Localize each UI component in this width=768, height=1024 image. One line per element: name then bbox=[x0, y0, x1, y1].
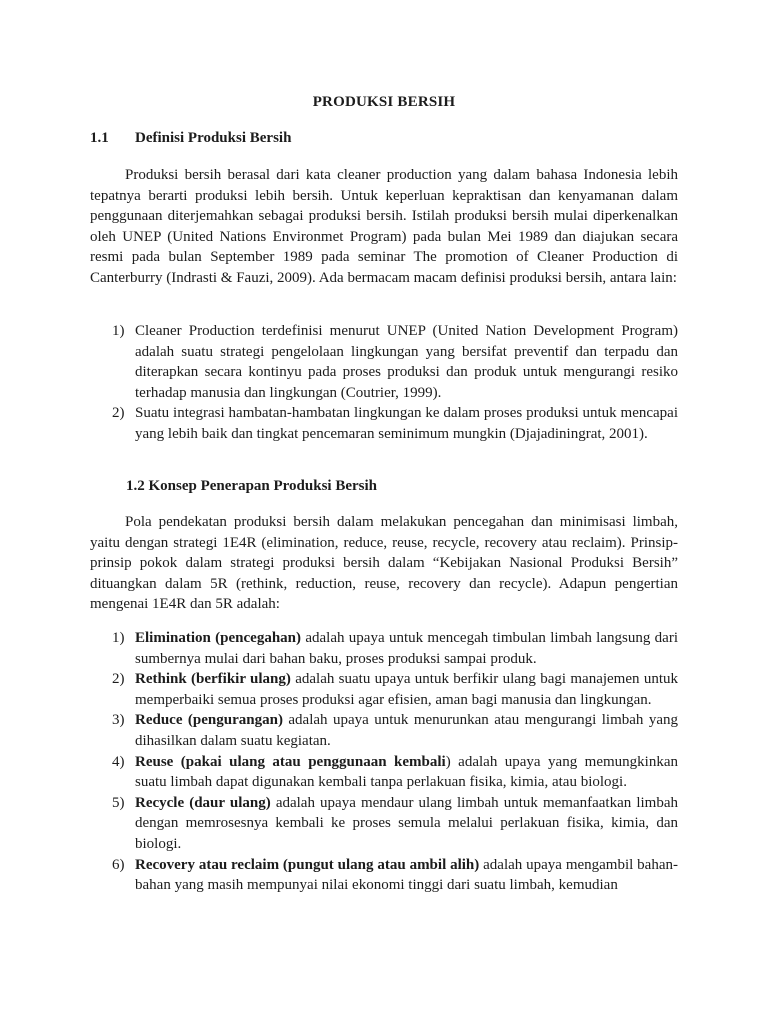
list-item-number: 1) bbox=[112, 630, 125, 646]
list-item-number: 2) bbox=[112, 671, 125, 688]
section-2-heading: 1.2 Konsep Penerapan Produksi Bersih bbox=[126, 478, 378, 494]
list-item-term: Reduce (pengurangan) bbox=[135, 712, 283, 729]
page-title: PRODUKSI BERSIH bbox=[312, 94, 456, 110]
list-item-number: 5) bbox=[112, 794, 125, 811]
section-2-paragraph: Pola pendekatan produksi bersih dalam melakukan pencegahan dan minimisasi limbah, yaitu dengan strategi 1E4R (elimination, reduce, reuse, recycle, recovery atau reclaim). Prinsip-prinsip pokok dalam strategi produksi bersih dalam “Kebijakan Nasional Produksi Bersih” dituangkan dalam 5R (rethink, reduction, reuse, recovery dan recycle). Adapun pengertian mengenai 1E4R dan 5R adalah: bbox=[90, 514, 678, 613]
definition-list bbox=[90, 321, 678, 445]
list-item-number: 3) bbox=[112, 712, 125, 729]
section-1-title: Definisi Produksi Bersih bbox=[135, 130, 292, 146]
list-item-term: Recycle (daur ulang) bbox=[135, 794, 271, 811]
list-item bbox=[90, 321, 678, 403]
list-item bbox=[90, 403, 678, 444]
list-item-text: adalah upaya mendaur ulang limbah untuk memanfaatkan limbah dengan memrosesnya kembali ke proses semula melalui perlakuan fisika, kimia, dan biologi. bbox=[135, 794, 678, 852]
list-item bbox=[90, 752, 678, 793]
section-1-number: 1.1 bbox=[90, 130, 109, 146]
list-item-text: adalah upaya untuk menurunkan atau mengurangi limbah yang dihasilkan dalam suatu kegiatan. bbox=[135, 712, 678, 749]
list-item-text: adalah upaya untuk mencegah timbulan limbah langsung dari sumbernya mulai dari bahan baku, proses produksi sampai produk. bbox=[135, 630, 678, 667]
list-item-text: Cleaner Production terdefinisi menurut UNEP (United Nation Development Program) adalah suatu strategi pengelolaan lingkungan yang bersifat preventif dan terpadu dan diterapkan secara kontinyu pada proses produksi dan produk untuk mengurangi resiko terhadap manusia dan lingkungan (Coutrier, 1999). bbox=[135, 323, 678, 401]
list-item-text: adalah upaya mengambil bahan-bahan yang masih mempunyai nilai ekonomi tinggi dari suatu limbah, kemudian bbox=[135, 856, 678, 894]
list-item-text: adalah suatu upaya untuk berfikir ulang bagi manajemen untuk memperbaiki semua proses produksi agar efisien, aman bagi manusia dan lingkungan. bbox=[135, 671, 678, 708]
list-item-term: Elimination (pencegahan) bbox=[135, 630, 302, 646]
list-item-term: Rethink (berfikir ulang) bbox=[135, 671, 291, 688]
list-item bbox=[90, 793, 678, 855]
list-item bbox=[90, 628, 678, 669]
section-1-heading bbox=[90, 130, 291, 147]
list-item-number: 4) bbox=[112, 753, 125, 770]
list-item bbox=[90, 710, 678, 751]
section-1-paragraph: Produksi bersih berasal dari kata cleaner production yang dalam bahasa Indonesia lebih tepatnya berarti produksi lebih bersih. Untuk keperluan kepraktisan dan kenyamanan dalam penggunaan diterjemahkan sebagai produksi bersih. Istilah produksi bersih mulai diperkenalkan oleh UNEP (United Nations Environmet Program) pada bulan Mei 1989 dan diajukan secara resmi pada bulan September 1989 pada seminar The promotion of Cleaner Production di Canterburry (Indrasti & Fauzi, 2009). Ada bermacam macam definisi produksi bersih, antara lain: bbox=[90, 167, 678, 286]
list-item bbox=[90, 669, 678, 710]
list-item-term: Recovery atau reclaim (pungut ulang atau ambil alih) bbox=[135, 856, 480, 873]
list-item-number: 1) bbox=[112, 323, 125, 339]
list-item-term: Reuse (pakai ulang atau penggunaan kembali bbox=[135, 753, 446, 770]
strategy-list bbox=[90, 628, 678, 896]
list-item bbox=[90, 855, 678, 896]
list-item-text: ) adalah upaya yang memungkinkan suatu limbah dapat digunakan kembali tanpa perlakuan fisika, kimia, atau biologi. bbox=[135, 753, 678, 791]
list-item-number: 2) bbox=[112, 405, 125, 422]
list-item-text: Suatu integrasi hambatan-hambatan lingkungan ke dalam proses produksi untuk mencapai yang lebih baik dan tingkat pencemaran seminimum mungkin (Djajadiningrat, 2001). bbox=[135, 405, 678, 442]
list-item-number: 6) bbox=[112, 856, 125, 873]
